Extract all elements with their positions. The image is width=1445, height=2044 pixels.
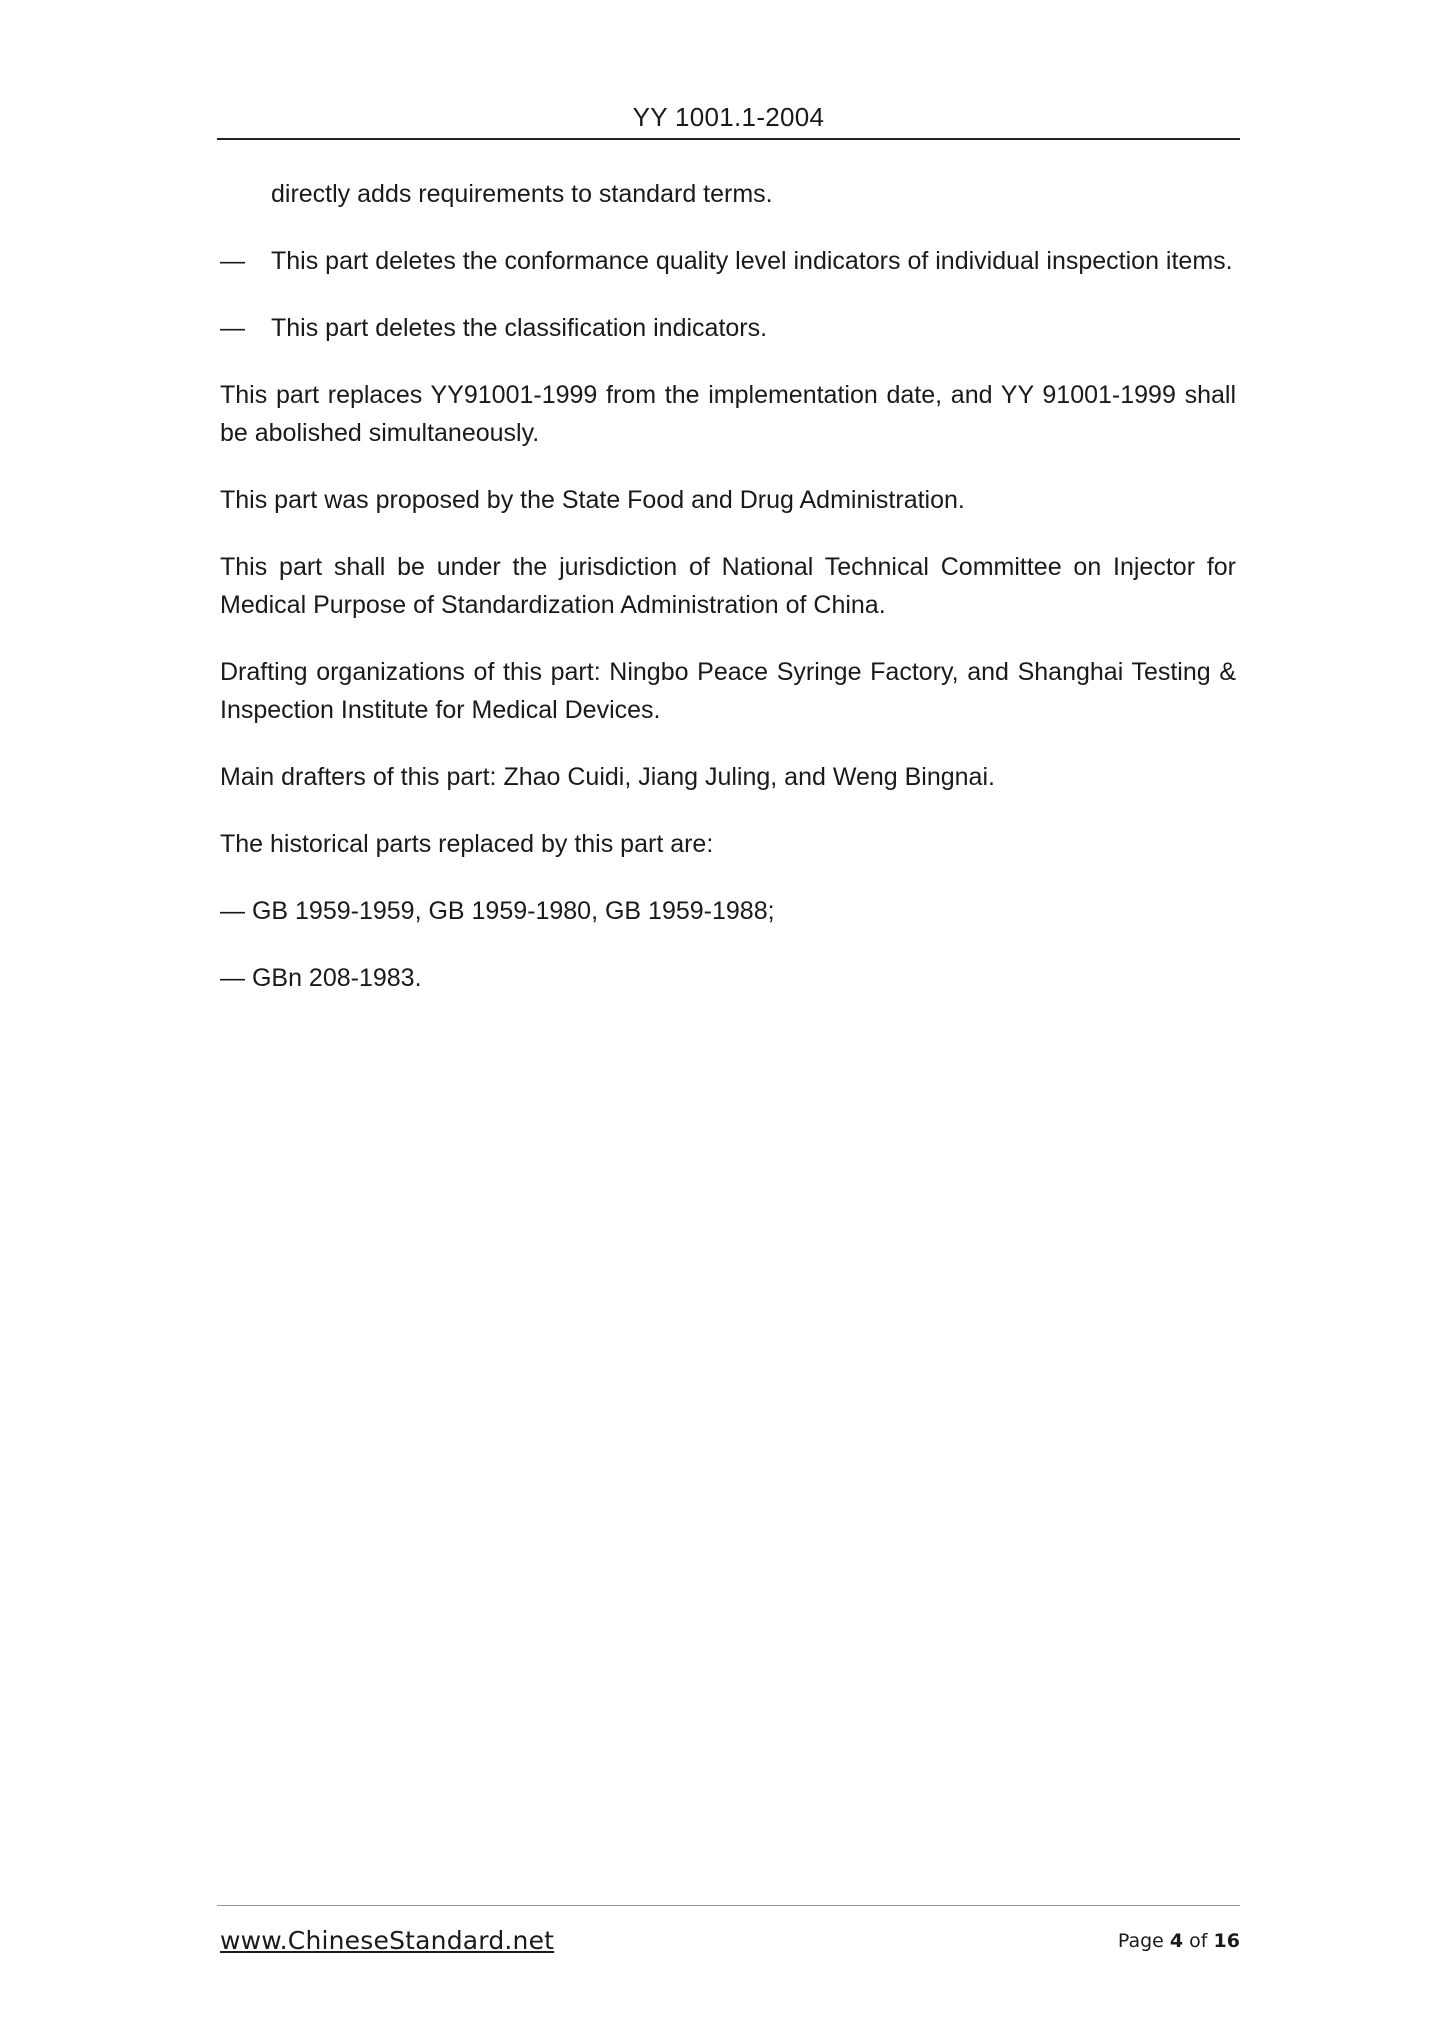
document-number: YY 1001.1-2004 xyxy=(632,102,825,132)
paragraph-main-drafters: Main drafters of this part: Zhao Cuidi, Jiang Juling, and Weng Bingnai. xyxy=(220,763,995,791)
paragraph-historical-intro: The historical parts replaced by this part are: xyxy=(220,830,714,858)
footer-divider xyxy=(217,1905,1240,1906)
page-label: Page xyxy=(1117,1930,1164,1952)
historical-item: — GB 1959-1959, GB 1959-1980, GB 1959-1988; xyxy=(220,897,775,925)
paragraph-proposed-by: This part was proposed by the State Food and Drug Administration. xyxy=(220,486,965,514)
continuation-text: directly adds requirements to standard terms. xyxy=(271,180,773,208)
document-body xyxy=(220,175,1236,1026)
bullet-text: This part deletes the conformance quality level indicators of individual inspection items. xyxy=(271,247,1233,275)
historical-item: — GBn 208-1983. xyxy=(220,964,422,992)
bullet-text: This part deletes the classification indicators. xyxy=(271,314,768,342)
paragraph-jurisdiction: This part shall be under the jurisdiction of National Technical Committee on Injector for Medical Purpose of Standardization Administration of China. xyxy=(220,553,1236,619)
page-current: 4 xyxy=(1169,1930,1184,1952)
page-total: 16 xyxy=(1213,1930,1240,1952)
bullet-dash: — xyxy=(220,247,245,275)
page-number xyxy=(1118,1930,1240,1952)
paragraph-drafting-organizations: Drafting organizations of this part: Ningbo Peace Syringe Factory, and Shanghai Testing & Inspection Institute for Medical Devices. xyxy=(220,658,1236,724)
paragraph-replacement: This part replaces YY91001-1999 from the implementation date, and YY 91001-1999 shall be abolished simultaneously. xyxy=(220,381,1236,447)
bullet-dash: — xyxy=(220,314,245,342)
bullet-item xyxy=(220,242,1236,280)
page-of: of xyxy=(1189,1930,1208,1952)
bullet-item xyxy=(220,309,1236,347)
page-header xyxy=(217,98,1240,140)
website-link[interactable]: www.ChineseStandard.net xyxy=(220,1926,555,1955)
